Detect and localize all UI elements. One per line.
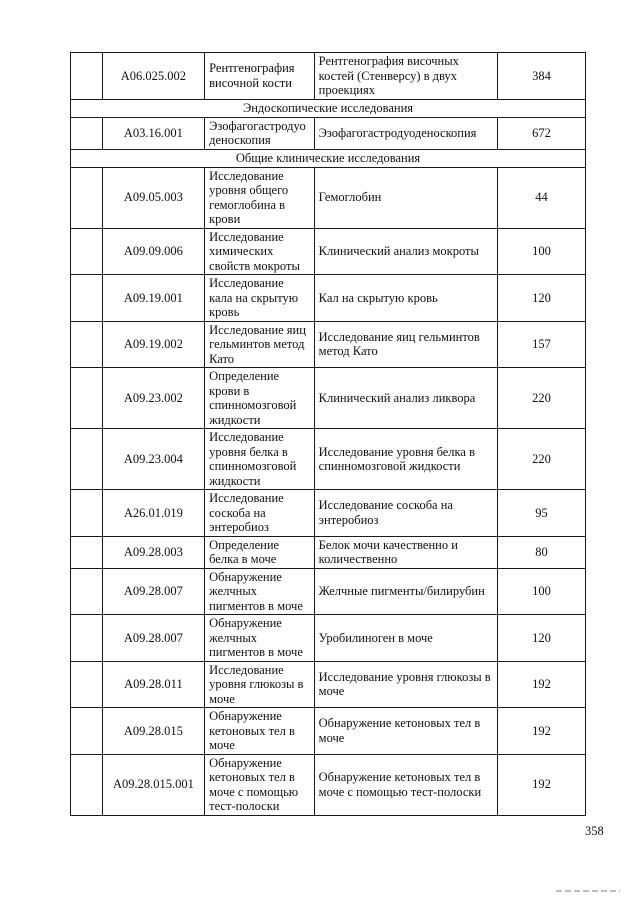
service-name-cell: Исследование кала на скрытую кровь [205, 275, 315, 322]
service-description-cell: Желчные пигменты/билирубин [314, 568, 497, 615]
service-description-cell: Исследование соскоба на энтеробиоз [314, 490, 497, 537]
table-row [71, 275, 586, 322]
table-row [71, 536, 586, 568]
scan-artifact [556, 890, 620, 892]
service-description-cell: Клинический анализ ликвора [314, 368, 497, 429]
table-row [71, 429, 586, 490]
service-name-cell: Исследование уровня глюкозы в моче [205, 661, 315, 708]
table-row [71, 568, 586, 615]
service-code-cell: А09.19.001 [102, 275, 204, 322]
row-number-cell [71, 490, 103, 537]
service-code-cell: А09.28.007 [102, 568, 204, 615]
price-cell: 192 [497, 754, 585, 815]
service-description-cell: Обнаружение кетоновых тел в моче [314, 708, 497, 755]
service-name-cell: Обнаружение кетоновых тел в моче с помощью тест-полоски [205, 754, 315, 815]
section-header-row [71, 149, 586, 167]
service-name-cell: Обнаружение желчных пигментов в моче [205, 568, 315, 615]
price-cell: 44 [497, 167, 585, 228]
service-code-cell: А09.28.007 [102, 615, 204, 662]
page-number: 358 [585, 824, 604, 838]
section-title: Общие клинические исследования [71, 149, 586, 167]
service-description-cell: Обнаружение кетоновых тел в моче с помощью тест-полоски [314, 754, 497, 815]
service-description-cell: Гемоглобин [314, 167, 497, 228]
service-description-cell: Уробилиноген в моче [314, 615, 497, 662]
service-name-cell: Определение белка в моче [205, 536, 315, 568]
price-cell: 192 [497, 661, 585, 708]
table-row [71, 615, 586, 662]
service-description-cell: Исследование уровня белка в спинномозговой жидкости [314, 429, 497, 490]
service-code-cell: А09.19.002 [102, 321, 204, 368]
price-cell: 220 [497, 429, 585, 490]
service-name-cell: Исследование уровня общего гемоглобина в крови [205, 167, 315, 228]
price-cell: 80 [497, 536, 585, 568]
table-row [71, 490, 586, 537]
service-code-cell: А26.01.019 [102, 490, 204, 537]
row-number-cell [71, 228, 103, 275]
service-name-cell: Исследование яиц гельминтов метод Като [205, 321, 315, 368]
price-cell: 672 [497, 117, 585, 149]
row-number-cell [71, 275, 103, 322]
section-header-row [71, 99, 586, 117]
price-cell: 157 [497, 321, 585, 368]
row-number-cell [71, 568, 103, 615]
table-row [71, 167, 586, 228]
price-cell: 120 [497, 275, 585, 322]
service-description-cell: Исследование уровня глюкозы в моче [314, 661, 497, 708]
price-list-table [70, 52, 586, 816]
table-row [71, 228, 586, 275]
price-cell: 192 [497, 708, 585, 755]
service-code-cell: А09.23.002 [102, 368, 204, 429]
price-cell: 100 [497, 568, 585, 615]
row-number-cell [71, 536, 103, 568]
row-number-cell [71, 321, 103, 368]
service-description-cell: Клинический анализ мокроты [314, 228, 497, 275]
row-number-cell [71, 53, 103, 100]
service-code-cell: А09.28.015.001 [102, 754, 204, 815]
service-name-cell: Исследование уровня белка в спинномозговой жидкости [205, 429, 315, 490]
service-name-cell: Исследование химических свойств мокроты [205, 228, 315, 275]
service-name-cell: Исследование соскоба на энтеробиоз [205, 490, 315, 537]
price-cell: 220 [497, 368, 585, 429]
section-title: Эндоскопические исследования [71, 99, 586, 117]
service-code-cell: А09.28.015 [102, 708, 204, 755]
service-name-cell: Эзофагогастродуо деноскопия [205, 117, 315, 149]
price-cell: 120 [497, 615, 585, 662]
table-row [71, 117, 586, 149]
row-number-cell [71, 368, 103, 429]
service-code-cell: А09.09.006 [102, 228, 204, 275]
service-code-cell: А03.16.001 [102, 117, 204, 149]
table-row [71, 53, 586, 100]
row-number-cell [71, 167, 103, 228]
row-number-cell [71, 661, 103, 708]
service-name-cell: Обнаружение желчных пигментов в моче [205, 615, 315, 662]
service-description-cell: Рентгенография височных костей (Стенверсу) в двух проекциях [314, 53, 497, 100]
service-code-cell: А06.025.002 [102, 53, 204, 100]
row-number-cell [71, 754, 103, 815]
table-row [71, 661, 586, 708]
service-code-cell: А09.28.003 [102, 536, 204, 568]
row-number-cell [71, 615, 103, 662]
price-cell: 100 [497, 228, 585, 275]
service-code-cell: А09.28.011 [102, 661, 204, 708]
row-number-cell [71, 117, 103, 149]
row-number-cell [71, 429, 103, 490]
price-cell: 384 [497, 53, 585, 100]
service-code-cell: А09.05.003 [102, 167, 204, 228]
service-name-cell: Определение крови в спинномозговой жидкости [205, 368, 315, 429]
price-list-table-body [71, 53, 586, 816]
service-description-cell: Кал на скрытую кровь [314, 275, 497, 322]
row-number-cell [71, 708, 103, 755]
service-name-cell: Обнаружение кетоновых тел в моче [205, 708, 315, 755]
table-row [71, 708, 586, 755]
service-code-cell: А09.23.004 [102, 429, 204, 490]
table-row [71, 368, 586, 429]
table-row [71, 754, 586, 815]
service-description-cell: Белок мочи качественно и количественно [314, 536, 497, 568]
service-description-cell: Эзофагогастродуоденоскопия [314, 117, 497, 149]
table-row [71, 321, 586, 368]
service-description-cell: Исследование яиц гельминтов метод Като [314, 321, 497, 368]
service-name-cell: Рентгенография височной кости [205, 53, 315, 100]
price-cell: 95 [497, 490, 585, 537]
